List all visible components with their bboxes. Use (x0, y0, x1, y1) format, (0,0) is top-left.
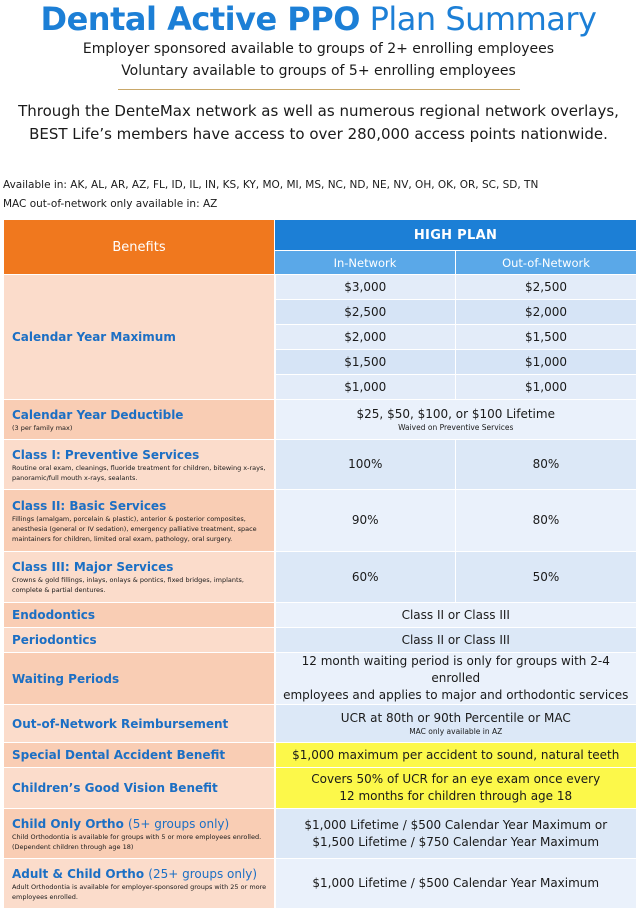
adult-ortho-label-row (12, 866, 268, 882)
accident-label-cell (4, 743, 275, 768)
subtitle-voluntary: Voluntary available to groups of 5+ enrolling employees (121, 63, 516, 79)
max-out-3: $1,500 (456, 325, 637, 350)
class1-note: Routine oral exam, cleanings, fluoride treatment for children, bitewing x-rays, panoramic/full mouth x-rays, sealants. (12, 463, 266, 482)
page-title (0, 0, 637, 38)
periodontics-label-cell (4, 628, 275, 653)
intro-line-2: BEST Life’s members have access to over 280,000 access points nationwide. (29, 125, 608, 143)
child-ortho-label-cell (4, 809, 275, 859)
adult-ortho-label: Adult & Child Ortho (12, 866, 145, 881)
class1-label: Class I: Preventive Services (12, 447, 200, 462)
child-ortho-label: Child Only Ortho (12, 816, 124, 831)
max-in-1: $3,000 (275, 275, 456, 300)
oon-reimb-label-cell (4, 705, 275, 743)
deductible-value-note: Waived on Preventive Services (398, 423, 514, 432)
max-out-4: $1,000 (456, 350, 637, 375)
class2-out: 80% (456, 490, 637, 552)
class1-out: 80% (456, 440, 637, 490)
max-in-2: $2,500 (275, 300, 456, 325)
child-ortho-label-row (12, 816, 268, 832)
benefits-header: Benefits (4, 220, 275, 275)
class1-in: 100% (275, 440, 456, 490)
waiting-value-cell (275, 653, 637, 705)
vision-value-cell (275, 768, 637, 809)
deductible-label: Calendar Year Deductible (12, 407, 184, 422)
class3-in: 60% (275, 552, 456, 603)
calendar-max-label-cell (4, 275, 275, 400)
waiting-label: Waiting Periods (12, 671, 120, 686)
child-ortho-value-cell (275, 809, 637, 859)
availability-mac: MAC out-of-network only available in: AZ (3, 198, 218, 210)
calendar-max-label: Calendar Year Maximum (12, 330, 176, 344)
deductible-value: $25, $50, $100, or $100 Lifetime (356, 407, 555, 421)
periodontics-label: Periodontics (12, 633, 97, 647)
divider (118, 89, 520, 90)
class3-label-cell (4, 552, 275, 603)
class1-label-cell (4, 440, 275, 490)
accident-label: Special Dental Accident Benefit (12, 748, 226, 762)
max-in-5: $1,000 (275, 375, 456, 400)
vision-label: Children’s Good Vision Benefit (12, 781, 218, 795)
class3-note: Crowns & gold fillings, inlays, onlays & pontics, fixed bridges, implants, complete & partial dentures. (12, 576, 244, 594)
max-out-2: $2,000 (456, 300, 637, 325)
class2-in: 90% (275, 490, 456, 552)
max-out-1: $2,500 (456, 275, 637, 300)
oon-reimb-value: UCR at 80th or 90th Percentile or MAC (340, 711, 571, 725)
child-ortho-note: Child Orthodontia is available for groups with 5 or more employees enrolled. (Dependent children through age 18) (12, 832, 262, 851)
max-in-4: $1,500 (275, 350, 456, 375)
child-ortho-suffix: (5+ groups only) (128, 816, 230, 831)
class2-label-cell (4, 490, 275, 552)
waiting-line-2: employees and applies to major and orthodontic services (283, 688, 629, 702)
intro-line-1: Through the DenteMax network as well as numerous regional network overlays, (18, 102, 619, 120)
max-out-5: $1,000 (456, 375, 637, 400)
title-bold: Dental Active PPO (40, 0, 360, 38)
oon-reimb-value-cell (275, 705, 637, 743)
periodontics-value: Class II or Class III (275, 628, 637, 653)
deductible-note: (3 per family max) (12, 423, 73, 432)
class3-label: Class III: Major Services (12, 560, 174, 574)
child-ortho-line-1: $1,000 Lifetime / $500 Calendar Year Maximum or (304, 817, 608, 832)
oon-reimb-label: Out-of-Network Reimbursement (12, 716, 229, 731)
high-plan-header: HIGH PLAN (275, 220, 637, 251)
vision-label-cell (4, 768, 275, 809)
deductible-value-cell (275, 400, 637, 440)
availability-states: Available in: AK, AL, AR, AZ, FL, ID, IL, IN, KS, KY, MO, MI, MS, NC, ND, NE, NV, OH, OK, OR, SC, SD, TN (3, 179, 539, 191)
endodontics-value: Class II or Class III (275, 603, 637, 628)
adult-ortho-note: Adult Orthodontia is available for employer-sponsored groups with 25 or more employees enrolled. (12, 882, 267, 901)
endodontics-label-cell (4, 603, 275, 628)
child-ortho-line-2: $1,500 Lifetime / $750 Calendar Year Maximum (312, 834, 600, 849)
endodontics-label: Endodontics (12, 608, 96, 622)
class2-note: Fillings (amalgam, porcelain & plastic), anterior & posterior composites, anesthesia (general or IV sedation), emergency palliative treatment, space maintainers for children, limited oral exam, pathology, oral surgery. (12, 514, 257, 543)
adult-ortho-suffix: (25+ groups only) (148, 866, 258, 881)
max-in-3: $2,000 (275, 325, 456, 350)
vision-line-2: 12 months for children through age 18 (339, 789, 573, 803)
in-network-header: In-Network (275, 251, 456, 275)
waiting-label-cell (4, 653, 275, 705)
deductible-label-cell (4, 400, 275, 440)
class3-out: 50% (456, 552, 637, 603)
vision-line-1: Covers 50% of UCR for an eye exam once every (311, 772, 601, 786)
adult-ortho-value: $1,000 Lifetime / $500 Calendar Year Maximum (275, 859, 637, 909)
accident-value: $1,000 maximum per accident to sound, natural teeth (275, 743, 637, 768)
benefits-table (3, 219, 637, 909)
out-of-network-header: Out-of-Network (456, 251, 637, 275)
oon-reimb-note: MAC only available in AZ (409, 727, 503, 736)
waiting-line-1: 12 month waiting period is only for groups with 2-4 enrolled (301, 654, 610, 685)
subtitle-employer: Employer sponsored available to groups of 2+ enrolling employees (82, 41, 555, 57)
class2-label: Class II: Basic Services (12, 498, 167, 513)
title-light: Plan Summary (369, 0, 597, 38)
adult-ortho-label-cell (4, 859, 275, 909)
